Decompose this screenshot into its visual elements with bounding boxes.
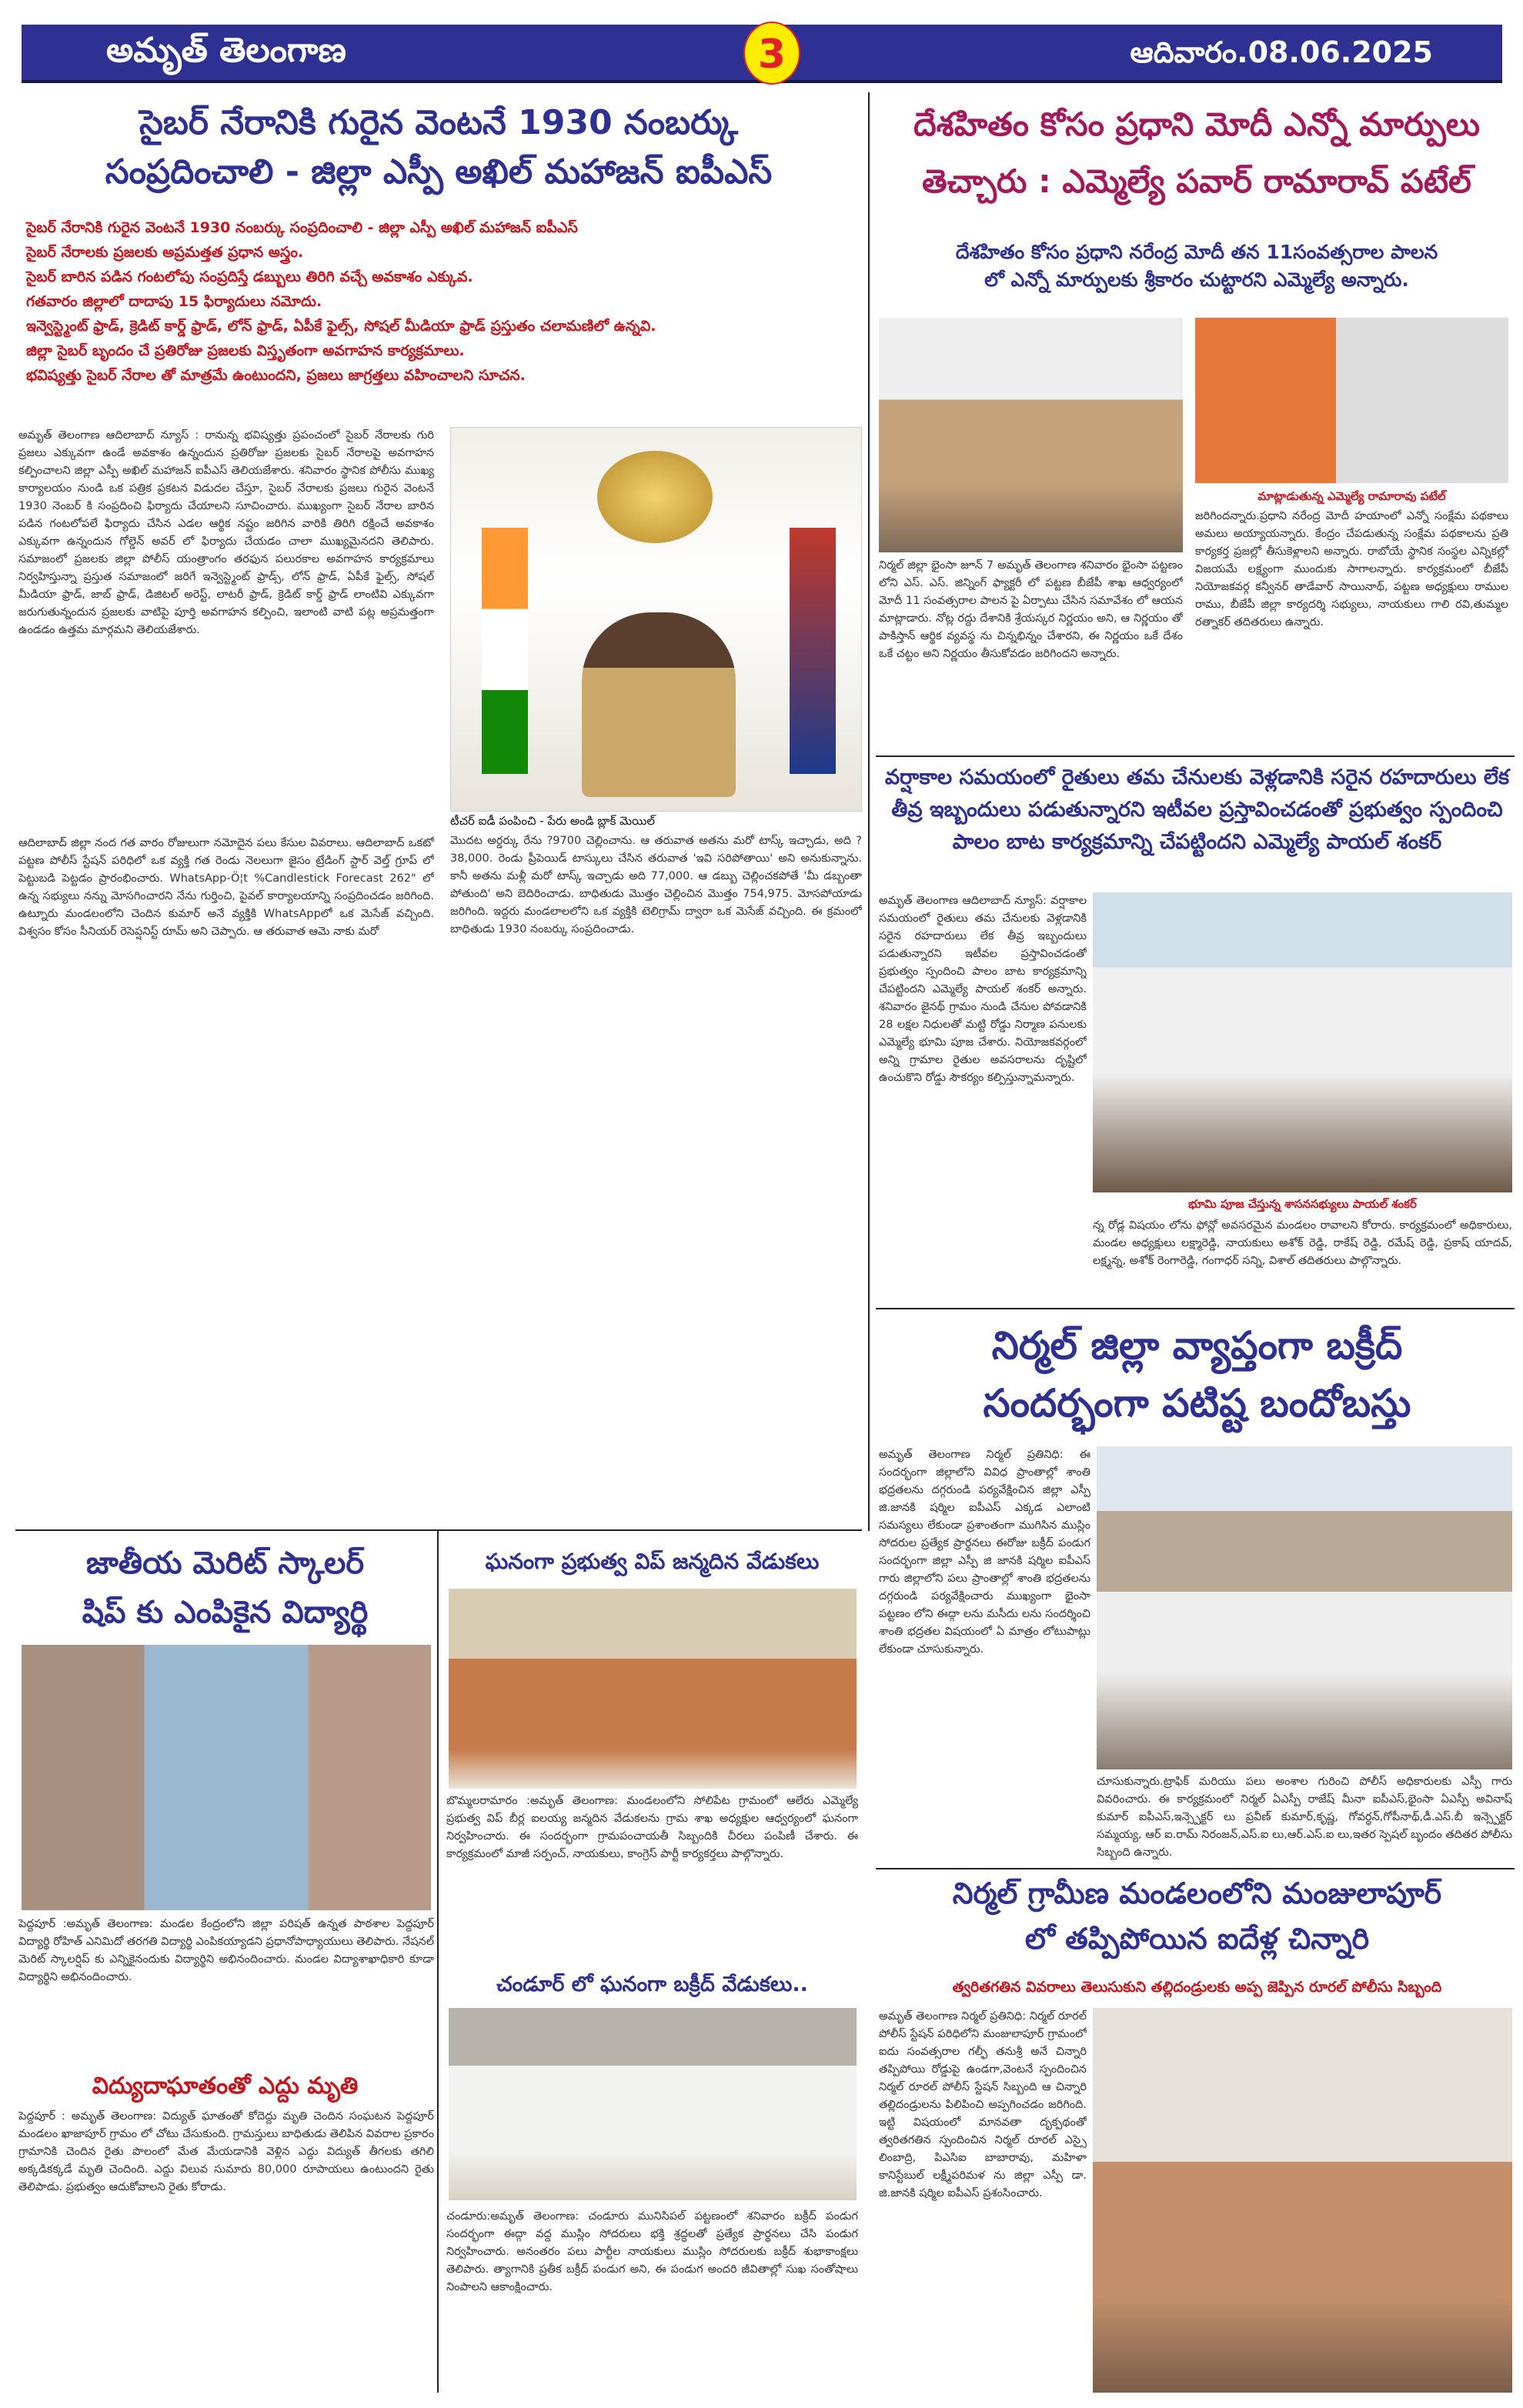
- chandur-prayer-photo: [449, 2008, 857, 2200]
- paper-name: అమృత్ తెలంగాణ: [106, 31, 346, 70]
- photo-caption: మాట్లాడుతున్న ఎమ్మెల్యే రామారావు పటేల్: [1257, 489, 1446, 503]
- headline-line: జాతీయ మెరిట్ స్కాలర్: [85, 1546, 365, 1581]
- mla-speaking-photo: [1195, 318, 1508, 483]
- flag-icon: [482, 528, 528, 774]
- masthead: [22, 25, 1502, 83]
- photo-caption: టీచర్ ఐడీ పంపించి - పేరు అండి బ్లాక్ మెయిల్: [450, 814, 655, 828]
- photo-caption: భూమి పూజ చేస్తున్న శాసనసభ్యులు పాయల్ శంకర్: [1188, 1197, 1417, 1211]
- headline-line: లో తప్పిపోయిన ఐదేళ్ల చిన్నారి: [1024, 1921, 1370, 1956]
- deck-line: జిల్లా సైబర్ బృందం చే ప్రతిరోజు ప్రజలకు విస్తృతంగా అవగాహన కార్యక్రమాలు.: [26, 342, 465, 359]
- section-divider: [876, 1868, 1515, 1869]
- headline: ఘనంగా ప్రభుత్వ విప్ జన్మదిన వేడుకలు: [485, 1549, 820, 1574]
- section-divider: [876, 1308, 1515, 1309]
- headline: చండూర్ లో ఘనంగా బక్రీద్ వేడుకలు..: [496, 1973, 808, 1996]
- article-body: న్న రోడ్ల విషయం లోను ఫోన్లో అవసరమైన మండలం రావాలని కోరారు. కార్యక్రమంలో అధికారులు, మండల అధ్యక్షులు లక్ష్మారెడ్డి, నాయకులు అశోక్ రెడ్డి, రాకేష్ రెడ్డి, రమేష్ రెడ్డి, ప్రకాష్ యాదవ్, లక్ష్మన్న, అశోక్ రెంగారెడ్డి, గంగాధర్ సన్ని, విశాల్ తదితరులు పాల్గొన్నారు.: [1093, 1219, 1512, 1267]
- deck-line: సైబర్ బారిన పడిన గంటలోపు సంప్రదిస్తే డబ్బులు తిరిగి వచ్చే అవకాశం ఎక్కువ.: [26, 268, 473, 285]
- student-photo: [22, 1645, 431, 1910]
- headline: [877, 96, 1516, 209]
- article-body: అమృత్ తెలంగాణ ఆదిలాబాద్ న్యూస్: వర్షాకాల సమయంలో రైతులు తమ చేనులకు వెళ్లడానికి సరైన రహదారులు లేక తీవ్ర ఇబ్బందులు పడుతున్నారని ఇటీవల ప్రస్తావించడంతో ప్రభుత్వం స్పందించి పాలం బాట కార్యక్రమాన్ని చేపట్టిందని ఎమ్మెల్యే పాయల్ శంకర్ అన్నారు. శనివారం జైనథ్ గ్రామం నుండి చేనుల పోవడానికి 28 లక్షల నిధులతో మట్టి రోడ్డు నిర్మాణ పనులకు ఎమ్మెల్యే భూమి పూజ చేశారు. నియోజకవర్గంలో అన్ని గ్రామాల రైతుల అవసరాలను దృష్టిలో ఉంచుకొని రోడ్డు సౌకర్యం కల్పిస్తున్నామన్నారు.: [879, 895, 1087, 1084]
- bhoomi-pooja-photo: [1093, 892, 1512, 1192]
- headline: [876, 762, 1518, 859]
- article-body: చండూరు:అమృత్ తెలంగాణ: చండూరు మునిసిపల్ పట్టణంలో శనివారం బక్రీద్ పండుగ సందర్భంగా ఈద్గా వద్ద ముస్లిం సోదరులు భక్తి శ్రద్ధలతో ప్రత్యేక ప్రార్థనలు చేసి పండుగ నిర్వహించారు. అనంతరం పలు పార్టీల నాయకులు ముస్లిం సోదరులకు బక్రీద్ శుభాకాంక్షలు తెలిపారు. త్యాగానికి ప్రతీక బక్రీద్ పండుగ అని, ఈ పండుగ అందరి జీవితాల్లో సుఖ సంతోషాలు నింపాలని ఆకాంక్షించారు.: [446, 2210, 858, 2293]
- article-body: జరిగిందన్నారు.ప్రధాని నరేంద్ర మోదీ హయాంలో ఎన్నో సంక్షేమ పథకాలు అమలు అయ్యాయన్నారు. కేంద్రం చేపడుతున్న సంక్షేమ పథకాలను ప్రతి కార్యకర్త ప్రజల్లో తీసుకెళ్లాలని అన్నారు. రాబోయే స్థానిక సంస్థల ఎన్నికల్లో విజయమే లక్ష్యంగా ముందుకు సాగాలన్నారు. కార్యక్రమంలో బీజేపీ నియోజకవర్గ కన్వీనర్ తాడేవార్ సాయినాథ్, పట్టణ అధ్యక్షులు రాముల రాము, బీజేపీ జిల్లా కార్యదర్శి సభ్యులు, నాయకులు గాలి రవి,తుమ్మల రత్నాకర్ తదితరులు ఉన్నారు.: [1195, 510, 1508, 629]
- sub-line: దేశహితం కోసం ప్రధాని నరేంద్ర మోదీ తన 11సంవత్సరాల పాలన: [955, 241, 1438, 263]
- article-body: అమృత్ తెలంగాణ ఆదిలాబాద్ న్యూస్ : రానున్న భవిష్యత్తు ప్రపంచంలో సైబర్ నేరాలకు గురి ప్రజలు ఎక్కువగా ఉండే అవకాశం ఉన్నందున ప్రతిరోజు ప్రజలకు సైబర్ నేరాలపై అవగాహన కల్పించాలని జిల్లా ఎస్పీ అఖిల్ మహాజన్ ఐపీఎస్ తెలియజేశారు. శనివారం స్థానిక పోలీసు ముఖ్య కార్యాలయం నుండి ఒక పత్రిక ప్రకటన విడుదల చేస్తూ, సైబర్ నేరాలకు ప్రజలు గురైన వెంటనే 1930 నెంబర్ కి సంప్రదించి ఫిర్యాదు చేయాలని సూచించారు. ముఖ్యంగా సైబర్ నేరాల బారిన పడిన గంటలోపలే ఫిర్యాదు చేసిన ఎడల ఆర్థిక నష్టం జరిగిన వారికి తిరిగి రక్షించే అవకాశం ఎక్కువగా ఉన్నందున గోల్డెన్ అవర్ లో ఫిర్యాదు చేయడం చాలా ముఖ్యమైనదని తెలిపారు. సమాజంలో ప్రజలకు జిల్లా పోలీస్ యంత్రాంగం తరఫున పలురకాల అవగాహన కార్యక్రమాలు నిర్వహిస్తున్నా ప్రస్తుత సమాజంలో జరిగే ఇన్వెస్ట్మెంట్ ఫ్రాడ్స్, లోన్ ఫ్రాడ్, ఏపీకే ఫైల్స్, సోషల్ మీడియా ఫ్రాడ్, జాబ్ ఫ్రాడ్, డిజిటల్ అరెస్ట్, లాటరీ ఫ్రాడ్, క్రెడిట్ కార్డ్ ఫ్రాడ్ లాంటివి ఎక్కువగా జరుగుతున్నందున ప్రజలకు వాటిపై పూర్తి అవగాహన కల్పించి, ఇలాంటి వాటి పట్ల అప్రమత్తంగా ఉండడం ఉత్తమ మార్గమని తెలియజేశారు.: [18, 429, 434, 636]
- officer-figure: [582, 612, 736, 797]
- headline-line: షిప్ కు ఎంపికైన విద్యార్థి: [82, 1595, 369, 1630]
- deck-line: ఇన్వెస్ట్మెంట్ ఫ్రాడ్, క్రెడిట్ కార్డ్ ఫ్రాడ్, లోన్ ఫ్రాడ్, ఏపీకే ఫైల్స్, సోషల్ మీడియా ఫ్రాడ్ ప్రస్తుతం చలామణిలో ఉన్నవి.: [26, 318, 656, 335]
- sub-line: లో ఎన్నో మార్పులకు శ్రీకారం చుట్టారని ఎమ్మెల్యే అన్నారు.: [984, 268, 1409, 292]
- headline-line: వర్షాకాల సమయంలో రైతులు తమ చేనులకు వెళ్లడానికి సరైన రహదారులు లేక: [884, 765, 1510, 789]
- headline-line: దేశహితం కోసం ప్రధాని మోదీ ఎన్నో మార్పులు: [913, 105, 1481, 143]
- page-number-badge: 3: [743, 22, 800, 85]
- deck-line: సైబర్ నేరాలకు ప్రజలకు అప్రమత్తత ప్రధాన అస్త్రం.: [26, 244, 304, 261]
- deck: [26, 215, 857, 388]
- headline-line: నిర్మల్ గ్రామీణ మండలంలోని మంజులాపూర్: [952, 1876, 1442, 1910]
- article-body: చూసుకున్నారు.ట్రాఫిక్ మరియు పలు అంశాల గురించి పోలీస్ అధికారులకు ఎస్పీ గారు వివరించారు. ఈ కార్యక్రమంలో నిర్మల్ ఏఎస్పీ రాజేష్ మీనా ఐపీఎస్,భైంసా ఏఎస్పీ అవినాష్ కుమార్ ఐపీఎస్,ఇన్స్పెక్టర్ లు ప్రవీణ్ కుమార్,కృష్ణ, గోవర్ధన్,గోపీనాథ్,డీ.ఎస్.బీ ఇన్స్పెక్టర్ సమ్మయ్య, ఆర్ ఐ.రామ్ నిరంజన్,ఎస్.ఐ లు,ఆర్.ఎస్.ఐ లు,ఇతర స్పెషల్ బృందం తదితర పోలీసు సిబ్బంది ఉన్నారు.: [1097, 1776, 1512, 1859]
- article-body: పెద్దపూర్ :అమృత్ తెలంగాణ: మండల కేంద్రంలోని జిల్లా పరిషత్ ఉన్నత పాఠశాల పెద్దపూర్ విద్యార్థి రోహిత్ ఎనిమిదో తరగతి విద్యార్థి ఎంపికయ్యాడని ప్రధానోపాధ్యాయులు తెలిపారు. నేషనల్ మెరిట్ స్కాలర్షిప్ కు ఎన్నికైనందుకు విద్యార్థిని అభినందించారు. మండల విద్యాశాఖాధికారి కూడా విద్యార్థిని అభినందించారు.: [18, 1918, 434, 1983]
- headline: విద్యుదాఘాతంతో ఎద్దు మృతి: [92, 2073, 359, 2099]
- subheadline: త్వరితగతిన వివరాలు తెలుసుకుని తల్లిదండ్రులకు అప్ప జెప్పిన రూరల్ పోలీసు సిబ్బంది: [952, 1979, 1442, 1996]
- deck-line: సైబర్ నేరానికి గురైన వెంటనే 1930 నంబర్కు సంప్రదించాలి - జిల్లా ఎస్పీ అఖిల్ మహాజన్ ఐపీఎస్: [26, 219, 578, 236]
- article-body: పెద్దపూర్ : అమృత్ తెలంగాణ: విద్యుత్ ఘాతంతో కోదెద్దు మృతి చెందిన సంఘటన పెద్దపూర్ మండలం ఖాజాపూర్ గ్రామం లో చోటు చేసుకుంది. గ్రామస్తులు బాధితుడు తెలిపిన వివరాల ప్రకారం గ్రామానికి చెందిన రైతు పొలంలో మేత మేయడానికి వెళ్లిన ఎద్దు విద్యుత్ తీగలకు తగిలి అక్కడికక్కడే మృతి చెందింది. ఎద్దు విలువ సుమారు 80,000 రూపాయలు ఉంటుందని రైతు తెలిపాడు. ప్రభుత్వం ఆదుకోవాలని రైతు కోరాడు.: [18, 2110, 434, 2193]
- article-body: నిర్మల్ జిల్లా భైంసా జూన్ 7 అమృత్ తెలంగాణ శనివారం భైంసా పట్టణం లోని ఎస్. ఎస్. జిన్నింగ్ ఫ్యాక్టరీ లో పట్టణ బీజేపీ శాఖ ఆధ్వర్యంలో మోదీ 11 సంవత్సరాల పాలన పై ఏర్పాటు చేసిన సమావేశం లో ఆయన మాట్లాడారు. నోట్ల రద్దు దేశానికి శ్రేయస్కర నిర్ణయం అని, ఆ నిర్ణయం తో పాకిస్తాన్ ఆర్థిక వ్యవస్థ ను చిన్నభిన్నం చేశారని, ఈ నిర్ణయం ఒకే దేశం ఒకే చట్టం అని నిర్ణయం తీసుకోవడం జరిగిందని అన్నారు.: [879, 559, 1183, 660]
- headline-line: నిర్మల్ జిల్లా వ్యాప్తంగా బక్రీద్: [991, 1323, 1403, 1368]
- police-flag-icon: [790, 528, 836, 774]
- issue-date: ఆదివారం.08.06.2025: [1130, 35, 1433, 69]
- headline: [15, 1539, 435, 1637]
- section-divider: [876, 755, 1515, 757]
- headline-line: సందర్భంగా పటిష్ట బందోబస్తు: [983, 1381, 1411, 1426]
- article-body: ఆదిలాబాద్ జిల్లా నంద గత వారం రోజులుగా నమోదైన పలు కేసుల వివరాలు. ఆదిలాబాద్ ఒకటో పట్టణ పోలీస్ స్టేషన్ పరిధిలో ఒక వ్యక్తి గత రెండు నెలలుగా జైసం ట్రేడింగ్ స్టార్ వెల్త్ గ్రూప్ లో పెట్టుబడి పెట్టడం ప్రారంభించారు. WhatsApp-Ö¦t %Candlestick Forecast 262" లో ఉన్న సభ్యులు నన్ను మోసగించారని నేను గుర్తించి, పైవల్ కార్యాలయాన్ని సంప్రదించడం జరిగింది. ఉట్నూరు మండలంలోని చెందిన కుమార్ అనే వ్యక్తికి WhatsAppలో ఒక మెసేజ్ వచ్చింది. విశ్వసం కోసం సీనియర్ రెసెప్షనిస్ట్ రూమ్ అని చెప్పారు. ఆ తరువాత ఆమె నాకు మరో: [18, 837, 434, 938]
- headline-line: తెచ్చారు : ఎమ్మెల్యే పవార్ రామారావ్ పటేల్: [922, 162, 1471, 200]
- bakrid-crowd-photo: [1097, 1446, 1512, 1769]
- birthday-photo: [449, 1589, 857, 1789]
- article-body: మొదట అర్డర్కు రేను ?9700 చెల్లించాను. ఆ తరువాత అతను మరో టాస్క్ ఇచ్చాడు, అది ?38,000. రెండు ప్రీపెయిడ్ టాస్కులు చేసిన తరువాత 'ఇవి సరిపోతాయి' అని అనుకున్నాను. కానీ అతను మళ్లీ మరో టాస్క్ ఇచ్చాడు అది 77,000. ఆ డబ్బు చెల్లించకపోతే 'మీ డబ్బంతా పోతుంది' అని బెదిరించాడు. బాధితుడు మొత్తం చెల్లించిన మొత్తం 754,975. మోసపోయాడు జరిగింది. ఇద్దరు మండలాలలోని ఒక వ్యక్తికి టెలిగ్రామ్ ద్వారా ఒక మెసేజ్ వచ్చింది. ఈ క్రమంలో బాధితుడు 1930 నంబర్కు సంప్రదించాడు.: [450, 835, 862, 936]
- headline: [876, 1317, 1518, 1432]
- section-divider: [15, 1529, 862, 1531]
- headline-line: సైబర్ నేరానికి గురైన వెంటనే 1930 నంబర్కు: [139, 103, 739, 142]
- subheadline: [877, 238, 1516, 295]
- deck-line: భవిష్యత్తు సైబర్ నేరాల తో మాత్రమే ఉంటుందని, ప్రజలు జాగ్రత్తలు వహించాలని సూచన.: [26, 367, 526, 384]
- headline-line: సంప్రదించాలి - జిల్లా ఎస్పీ అఖిల్ మహాజన్ ఐపీఎస్: [105, 152, 773, 192]
- column-divider: [437, 1531, 439, 2393]
- headline-line: తీవ్ర ఇబ్బందులు పడుతున్నారని ఇటీవల ప్రస్తావించడంతో ప్రభుత్వం స్పందించి: [891, 797, 1503, 822]
- headline-line: పాలం బాట కార్యక్రమాన్ని చేపట్టిందని ఎమ్మెల్యే పాయల్ శంకర్: [952, 829, 1442, 854]
- headline: [15, 98, 862, 197]
- article-body: బొమ్మలరామారం :అమృత్ తెలంగాణ: మండలంలోని సోలిపేట గ్రామంలో ఆలేరు ఎమ్మెల్యే ప్రభుత్వ విప్ బీర్ల ఐలయ్య జన్మదిన వేడుకలను గ్రామ శాఖ అధ్యక్షుల ఆధ్వర్యంలో ఘనంగా నిర్వహించారు. ఈ సందర్భంగా గ్రామపంచాయతీ సిబ్బందికి చీరలు పంపిణీ చేశారు. ఈ కార్యక్రమంలో మాజీ సర్పంచ్, నాయకులు, కాంగ్రెస్ పార్టీ కార్యకర్తలు పాల్గొన్నారు.: [446, 1795, 858, 1860]
- sp-photo: [450, 427, 862, 812]
- headline: [876, 1871, 1518, 1962]
- column-divider: [868, 92, 870, 1531]
- article-body: అమృత్ తెలంగాణ నిర్మల్ ప్రతినిధి: నిర్మల్ రూరల్ పోలీస్ స్టేషన్ పరిధిలోని మంజులాపూర్ గ్రామంలో ఐదు సంవత్సరాల గల్ఫీ తనుశ్రీ అనే చిన్నారి తప్పిపోయి రోడ్డుపై ఉండగా,వెంటనే స్పందించిన నిర్మల్ రూరల్ పోలీస్ స్టేషన్ సిబ్బంది ఆ చిన్నారి తల్లిదండ్రులను పిలిపించి అప్పగించడం జరిగింది. ఇట్టి విషయంలో మానవతా దృక్పథంతో త్వరితగతిన స్పందించిన నిర్మల్ రూరల్ ఎస్సై లింబాద్రి, పిఎసిఐ బాబారావు, మహిళా కానిస్టేబుల్ లక్ష్మీపరిమళ ను జిల్లా ఎస్పీ డా. జి.జానకి షర్మిల ఐపీఎస్ ప్రశంసించారు.: [879, 2010, 1087, 2200]
- deck-line: గతవారం జిల్లాలో దాదాపు 15 ఫిర్యాదులు నమోదు.: [26, 293, 322, 310]
- girl-family-photo: [1093, 2008, 1512, 2393]
- article-body: అమృత్ తెలంగాణ నిర్మల్ ప్రతినిధి: ఈ సందర్భంగా జిల్లాలోని వివిధ ప్రాంతాల్లో శాంతి భద్రతలను దగ్గరుండి పర్యవేక్షించిన జిల్లా ఎస్పీ జి.జానకి షర్మిల ఐపీఎస్ ఎక్కడ ఎలాంటి సమస్యలు లేకుండా ప్రశాంతంగా ముగిసిన ముస్లిం సోదరుల ప్రత్యేక ప్రార్థనలు ఈరోజు బక్రీద్ పండుగ సందర్భంగా జిల్లా ఎస్పీ జి జానకి షర్మిల ఐపీఎస్ గారు జిల్లాలోని పలు ప్రాంతాల్లో శాంతి భద్రతలను దగ్గరుండి పర్యవేక్షించారు ముఖ్యంగా భైంసా పట్టణం లోని ఈద్గా లను మసీదు లను సందర్శించి శాంతి భద్రతల విషయంలో ఏ మాత్రం లోటుపాట్లు లేకుండా చూసుకున్నారు.: [879, 1449, 1090, 1656]
- meeting-photo: [879, 318, 1183, 552]
- ips-emblem-icon: [597, 451, 713, 543]
